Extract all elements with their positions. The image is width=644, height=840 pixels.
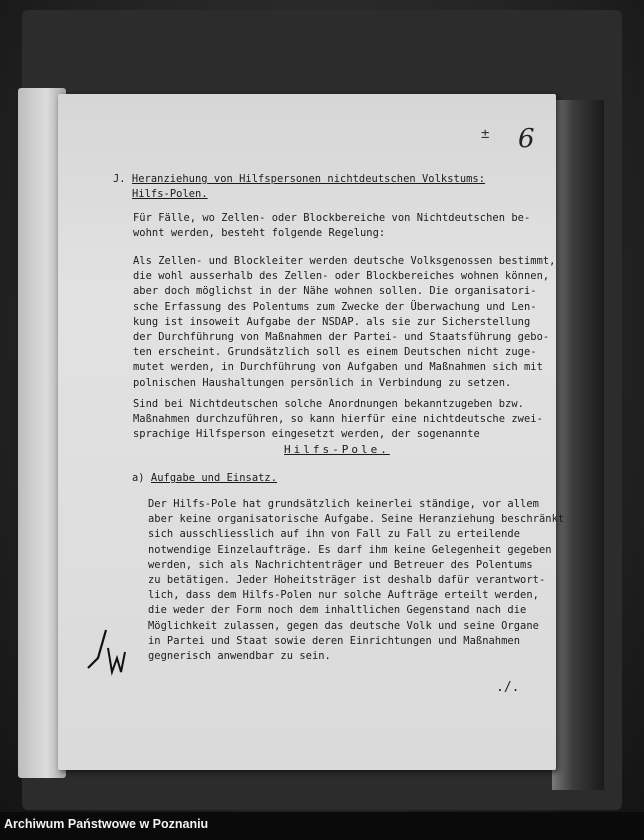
section-prefix: J. (113, 173, 132, 185)
paragraph-tasks: Der Hilfs-Pole hat grundsätzlich keinerlei ständige, vor allem aber keine organisatorische Aufgabe. Seine Heranziehung beschränkt sich ausschliesslich auf ihn von Fall zu Fall zu erteilende notwendige Einzelaufträge. Es darf ihm keine Gelegenheit gegeben werden, sich als Nachrichtenträger und Betreuer des Polentums zu betätigen. Jeder Hoheitsträger ist deshalb dafür verantwort- lich, dass dem Hilfs-Polen nur solche Aufträge erteilt werden, die weder der Form noch dem inhaltlichen Gegenstand nach die Möglichkeit zulassen, gegen das deutsche Volk und seine Organe in Partei und Staat sowie deren Einrichtungen und Maßnahmen gegnerisch anwendbar zu sein. (148, 498, 565, 663)
section-title-line2: Hilfs-Polen. (132, 188, 208, 201)
subsection-heading (132, 471, 277, 486)
paragraph-intro: Für Fälle, wo Zellen- oder Blockbereiche von Nichtdeutschen be- wohnt werden, besteht folgende Regelung: (133, 212, 531, 240)
paragraph-assistant: Sind bei Nichtdeutschen solche Anordnungen bekanntzugeben bzw. Maßnahmen durchzuführen, so kann hierfür eine nichtdeutsche zwei- sprachige Hilfsperson eingesetzt werden, der sogenannte (133, 398, 543, 441)
page-stack-edge (552, 100, 604, 790)
handwritten-mark (84, 628, 130, 680)
paragraph-rules: Als Zellen- und Blockleiter werden deutsche Volksgenossen bestimmt, die wohl ausserhalb des Zellen- oder Blockbereiches wohnen können, aber doch möglichst in der Nähe wohnen sollen. Die organisatori- sche Erfassung des Polentums zum Zwecke der Überwachung und Len- kung ist insoweit Aufgabe der NSDAP. als sie zur Sicherstellung der Durchführung von Maßnahmen der Partei- und Staatsführung gebo- ten erscheint. Grundsätzlich soll es einem Deutschen nicht zuge- mutet werden, in Durchführung von Aufgaben und Maßnahmen sich mit polnischen Haushaltungen persönlich in Verbindung zu setzen. (133, 255, 556, 389)
subsection-title: Aufgabe und Einsatz. (150, 472, 278, 484)
section-heading (113, 172, 485, 202)
handwritten-page-number: 6 (518, 124, 535, 154)
archive-credit: Archiwum Państwowe w Poznaniu (4, 817, 209, 831)
section-title-line1: Heranziehung von Hilfspersonen nichtdeutschen Volkstums: (131, 173, 486, 185)
continuation-mark: ./. (496, 680, 520, 695)
page-mark: ± (481, 126, 490, 142)
hilfs-pole-heading: Hilfs-Pole. (284, 443, 390, 456)
subsection-prefix: a) (132, 472, 151, 484)
